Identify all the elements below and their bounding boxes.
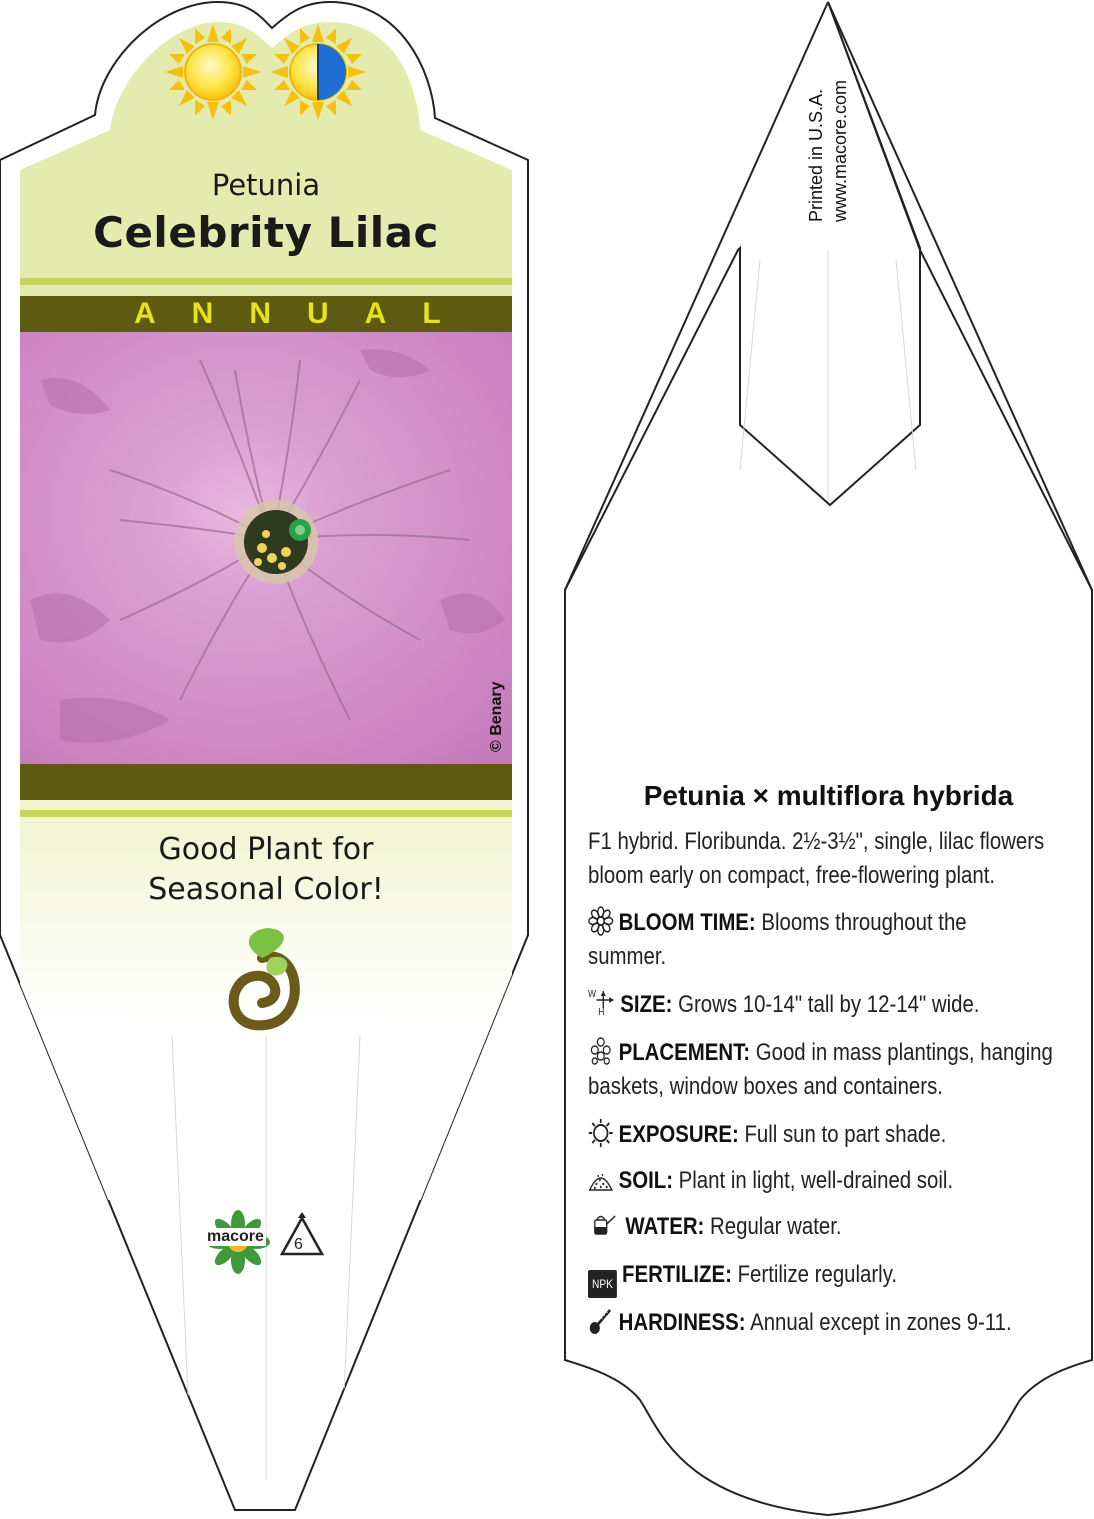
attribute-fertilize [588, 1258, 1073, 1298]
printed-in: Printed in U.S.A. [806, 88, 826, 222]
fertilize-label: FERTILIZE: [622, 1261, 732, 1288]
thermometer-icon [588, 1306, 614, 1336]
attribute-bloom-time [588, 906, 1073, 974]
size-text: Grows 10-14" tall by 12-14" wide. [678, 991, 980, 1018]
placement-label: PLACEMENT: [618, 1039, 751, 1066]
water-label: WATER: [625, 1213, 705, 1240]
footer-rule [20, 810, 512, 817]
botanical-name: Petunia × multiflora hybrida [643, 780, 1014, 811]
exposure-text: Full sun to part shade. [744, 1121, 947, 1148]
soil-label: SOIL: [618, 1167, 673, 1194]
hardiness-label: HARDINESS: [618, 1309, 746, 1336]
attribute-water [588, 1210, 1073, 1244]
header-rule [20, 278, 512, 285]
description-line1: F1 hybrid. Floribunda. 2½-3½", single, lilac flowers [588, 828, 1045, 855]
flower-photo [20, 332, 512, 764]
description-line2: bloom early on compact, free-flowering plant. [588, 862, 996, 889]
attribute-soil [588, 1164, 1073, 1198]
watering-can-icon [588, 1210, 620, 1240]
brand-name: macore [207, 1228, 264, 1245]
placement-text2: baskets, window boxes and containers. [588, 1073, 943, 1100]
attribute-placement [588, 1036, 1073, 1104]
placement-icon [588, 1036, 614, 1066]
variety-name: Celebrity Lilac [93, 208, 439, 257]
website: www.macore.com [830, 79, 850, 222]
bloom-time-text: Blooms throughout the [761, 909, 967, 936]
tagline-line2: Seasonal Color! [148, 872, 384, 907]
attribute-hardiness [588, 1306, 1073, 1340]
hardiness-text: Annual except in zones 9-11. [750, 1309, 1012, 1336]
bloom-time-label: BLOOM TIME: [618, 909, 756, 936]
size-icon [588, 988, 615, 1018]
exposure-label: EXPOSURE: [618, 1121, 739, 1148]
size-icon-w: W [588, 989, 597, 1000]
placement-text: Good in mass plantings, hanging [755, 1039, 1053, 1066]
recycle-code: 6 [294, 1236, 303, 1253]
part-shade-icon [270, 24, 366, 120]
tagline-line1: Good Plant for [158, 832, 374, 867]
photo-credit: © Benary [488, 681, 505, 752]
soil-icon [588, 1164, 614, 1194]
sun-outline-icon [588, 1118, 614, 1148]
full-sun-icon [165, 24, 261, 120]
photo-bottom-band [20, 764, 512, 800]
attribute-size [588, 988, 1073, 1022]
npk-icon: NPK [588, 1270, 617, 1298]
size-label: SIZE: [620, 991, 673, 1018]
size-icon-h: H [598, 1007, 605, 1018]
soil-text: Plant in light, well-drained soil. [678, 1167, 954, 1194]
fertilize-text: Fertilize regularly. [737, 1261, 898, 1288]
flower-icon [588, 906, 614, 936]
category-label: ANNUAL [134, 297, 477, 330]
bloom-time-text2: summer. [588, 943, 667, 970]
attribute-exposure [588, 1118, 1073, 1152]
water-text: Regular water. [710, 1213, 842, 1240]
common-name: Petunia [211, 168, 321, 202]
